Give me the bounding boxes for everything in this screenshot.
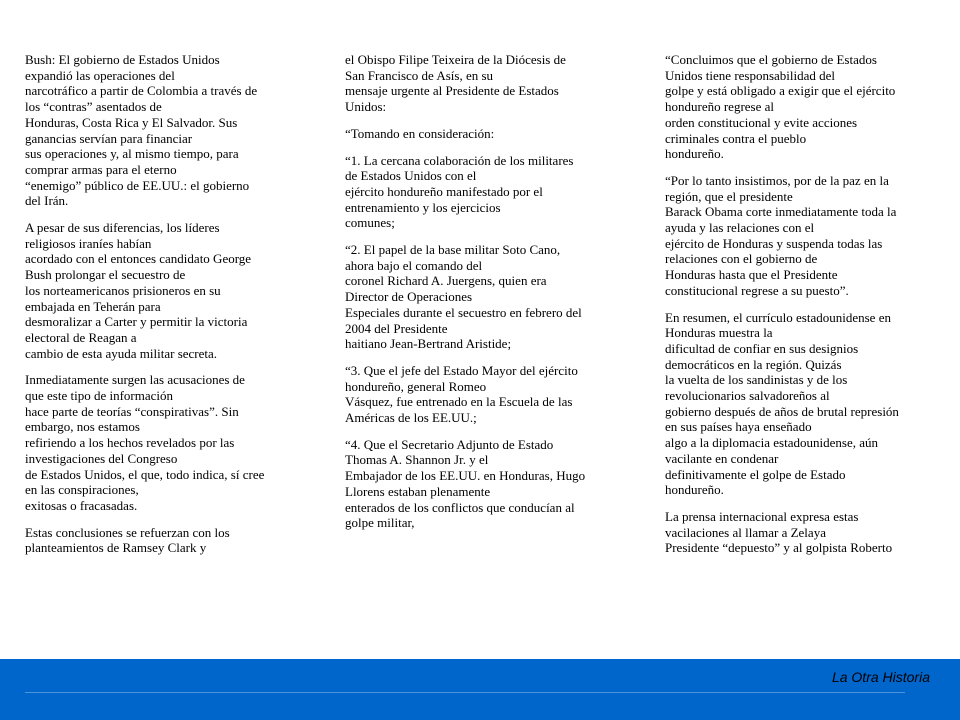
text-line: Unidos tiene responsabilidad del — [665, 67, 836, 83]
text-line: Unidos: — [345, 99, 387, 115]
text-line: narcotráfico a partir de Colombia a través de — [25, 83, 258, 99]
text-line: revolucionarios salvadoreños al — [665, 388, 830, 404]
text-line: Director de Operaciones — [345, 289, 473, 305]
paragraph — [345, 363, 645, 426]
text-line: haitiano Jean-Bertrand Aristide; — [345, 336, 512, 352]
text-line: hondureño. — [665, 482, 724, 498]
text-line: electoral de Reagan a — [25, 329, 137, 345]
paragraph — [25, 372, 325, 513]
paragraph — [345, 126, 645, 142]
text-line: desmoralizar a Carter y permitir la victoria — [25, 314, 248, 330]
text-line: algo a la diplomacia estadounidense, aún — [665, 435, 878, 451]
paragraph — [345, 242, 645, 352]
text-line: constitucional regrese a su puesto”. — [665, 282, 849, 298]
text-line: comprar armas para el eterno — [25, 161, 177, 177]
text-line: región, que el presidente — [665, 188, 793, 204]
text-line: la vuelta de los sandinistas y de los — [665, 372, 848, 388]
text-line: sus operaciones y, al mismo tiempo, para — [25, 146, 239, 162]
text-line: ahora bajo el comando del — [345, 257, 483, 273]
text-line: relaciones con el gobierno de — [665, 251, 818, 267]
text-line: del Irán. — [25, 193, 69, 209]
text-line: coronel Richard A. Juergens, quien era — [345, 273, 547, 289]
text-line: de Estados Unidos con el — [345, 168, 477, 184]
text-line: ejército de Honduras y suspenda todas las — [665, 235, 883, 251]
text-line: exitosas o fracasadas. — [25, 497, 138, 513]
footer-divider — [25, 692, 905, 693]
footer-title: La Otra Historia — [831, 669, 930, 685]
text-column-1 — [25, 52, 325, 567]
text-line: “2. El papel de la base militar Soto Cano, — [345, 242, 561, 258]
text-line: San Francisco de Asís, en su — [345, 67, 494, 83]
text-line: criminales contra el pueblo — [665, 130, 807, 146]
paragraph — [665, 509, 955, 556]
text-line: refiriendo a los hechos revelados por las — [25, 435, 235, 451]
text-line: ayuda y las relaciones con el — [665, 220, 815, 236]
text-line: 2004 del Presidente — [345, 320, 448, 336]
paragraph — [345, 437, 645, 531]
text-line: ejército hondureño manifestado por el — [345, 183, 543, 199]
text-line: Bush: El gobierno de Estados Unidos — [25, 52, 220, 67]
paragraph — [665, 173, 955, 299]
text-line: golpe y está obligado a exigir que el ejército — [665, 83, 896, 99]
paragraph — [665, 310, 955, 498]
text-line: “1. La cercana colaboración de los militares — [345, 152, 574, 168]
text-line: los norteamericanos prisioneros en su — [25, 282, 221, 298]
text-line: hondureño regrese al — [665, 99, 775, 115]
text-line: vacilante en condenar — [665, 450, 779, 466]
text-line: “3. Que el jefe del Estado Mayor del ejército — [345, 362, 578, 378]
text-line: democráticos en la región. Quizás — [665, 356, 842, 372]
text-line: enterados de los conflictos que conducían al — [345, 499, 575, 515]
text-line: mensaje urgente al Presidente de Estados — [345, 83, 559, 99]
paragraph — [25, 52, 325, 209]
text-line: golpe militar, — [345, 515, 415, 531]
text-line: Inmediatamente surgen las acusaciones de — [25, 372, 245, 388]
text-line: vacilaciones al llamar a Zelaya — [665, 524, 826, 540]
paragraph — [345, 153, 645, 232]
text-line: embajada en Teherán para — [25, 298, 161, 314]
text-line: “4. Que el Secretario Adjunto de Estado — [345, 436, 554, 452]
text-line: Thomas A. Shannon Jr. y el — [345, 452, 489, 468]
text-line: investigaciones del Congreso — [25, 450, 178, 466]
text-line: en las conspiraciones, — [25, 482, 139, 498]
text-line: el Obispo Filipe Teixeira de la Diócesis de — [345, 52, 566, 67]
text-line: En resumen, el currículo estadounidense en — [665, 309, 891, 325]
text-line: embargo, nos estamos — [25, 419, 140, 435]
text-line: Presidente “depuesto” y al golpista Roberto — [665, 540, 893, 556]
text-line: Bush prolongar el secuestro de — [25, 267, 186, 283]
text-line: Américas de los EE.UU.; — [345, 410, 477, 426]
text-line: Honduras, Costa Rica y El Salvador. Sus — [25, 114, 238, 130]
text-column-2 — [345, 52, 645, 542]
text-line: Honduras hasta que el Presidente — [665, 267, 838, 283]
text-line: hondureño, general Romeo — [345, 378, 487, 394]
text-line: cambio de esta ayuda militar secreta. — [25, 345, 218, 361]
text-line: ganancias servían para financiar — [25, 130, 193, 146]
text-line: “Concluimos que el gobierno de Estados — [665, 52, 877, 67]
text-line: orden constitucional y evite acciones — [665, 114, 858, 130]
text-line: A pesar de sus diferencias, los líderes — [25, 220, 220, 236]
text-line: comunes; — [345, 215, 395, 231]
text-line: definitivamente el golpe de Estado — [665, 466, 846, 482]
text-line: expandió las operaciones del — [25, 67, 175, 83]
text-line: Vásquez, fue entrenado en la Escuela de las — [345, 394, 573, 410]
text-line: entrenamiento y los ejercicios — [345, 199, 501, 215]
text-line: hace parte de teorías “conspirativas”. Sin — [25, 403, 239, 419]
text-line: planteamientos de Ramsey Clark y — [25, 540, 207, 556]
text-column-3 — [665, 52, 955, 567]
paragraph — [345, 52, 645, 115]
text-line: los “contras” asentados de — [25, 99, 162, 115]
text-line: Embajador de los EE.UU. en Honduras, Hugo — [345, 468, 586, 484]
paragraph — [25, 220, 325, 361]
text-line: Estas conclusiones se refuerzan con los — [25, 524, 230, 540]
text-line: hondureño. — [665, 146, 724, 162]
text-line: Barack Obama corte inmediatamente toda la — [665, 204, 897, 220]
text-line: “enemigo” público de EE.UU.: el gobierno — [25, 177, 250, 193]
text-line: “Por lo tanto insistimos, por de la paz en la — [665, 172, 889, 188]
text-line: Especiales durante el secuestro en febrero del — [345, 304, 582, 320]
text-line: de Estados Unidos, el que, todo indica, sí cree — [25, 466, 265, 482]
text-line: que este tipo de información — [25, 388, 174, 404]
text-line: en sus países haya enseñado — [665, 419, 812, 435]
text-line: religiosos iraníes habían — [25, 235, 152, 251]
text-line: Honduras muestra la — [665, 325, 773, 341]
footer-bar — [0, 659, 960, 720]
text-line: “Tomando en consideración: — [345, 125, 495, 141]
paragraph — [25, 525, 325, 556]
text-line: dificultad de confiar en sus designios — [665, 340, 859, 356]
text-line: Llorens estaban plenamente — [345, 483, 491, 499]
text-line: acordado con el entonces candidato George — [25, 251, 252, 267]
text-line: gobierno después de años de brutal represión — [665, 403, 899, 419]
text-line: La prensa internacional expresa estas — [665, 508, 859, 524]
paragraph — [665, 52, 955, 162]
